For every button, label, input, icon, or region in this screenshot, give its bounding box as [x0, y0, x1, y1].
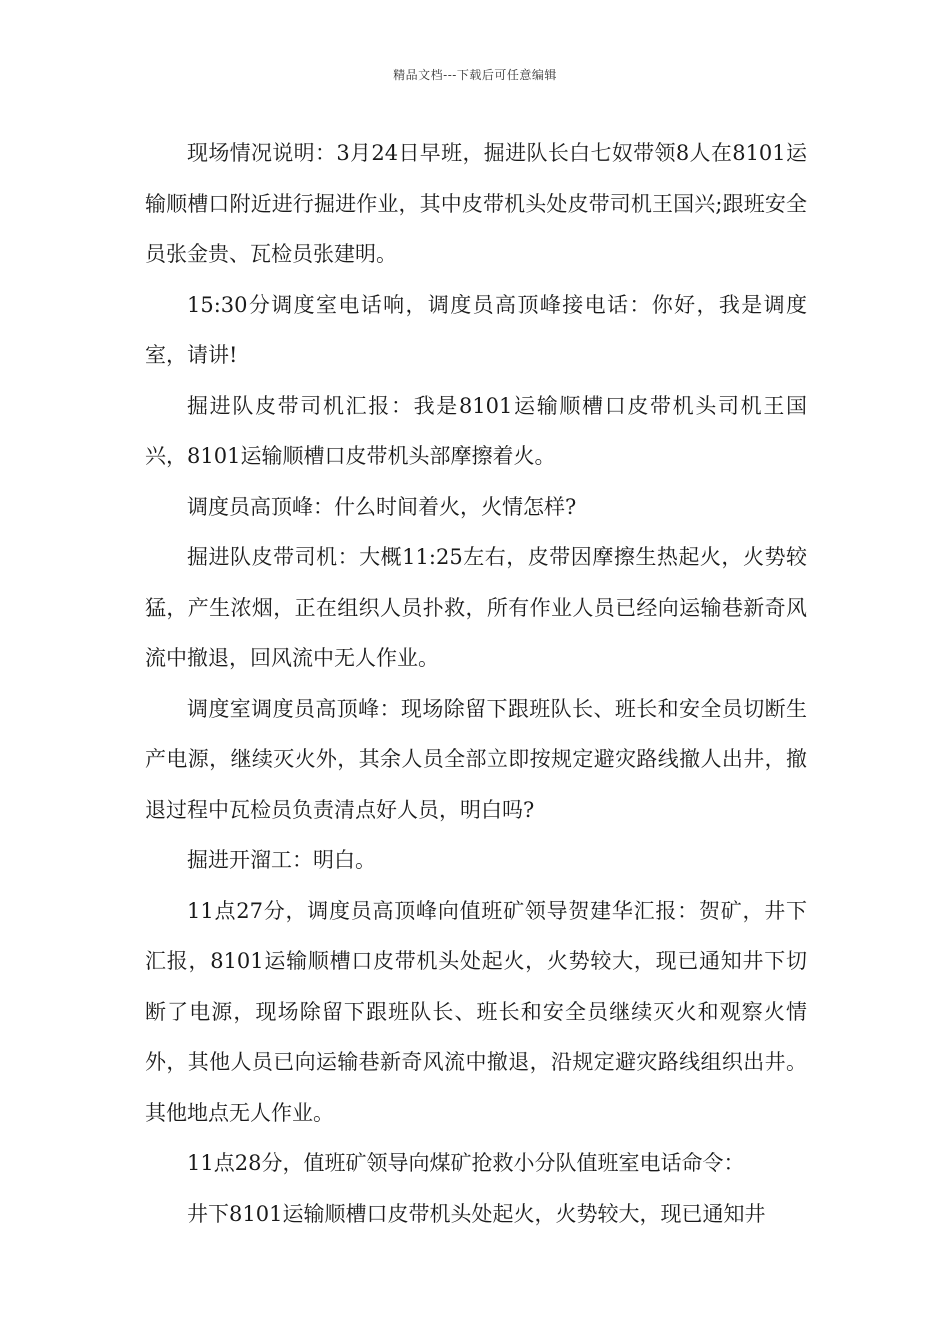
- paragraph-command-content: 井下8101运输顺槽口皮带机头处起火，火势较大，现已通知井: [187, 1201, 766, 1226]
- paragraph-dispatcher-question: 调度员高顶峰：什么时间着火，火情怎样?: [187, 494, 577, 519]
- paragraph-belt-driver-report: 掘进队皮带司机汇报：我是8101运输顺槽口皮带机头司机王国兴，8101运输顺槽口皮带机头部摩擦着火。: [145, 393, 807, 468]
- page-header: 精品文档---下载后可任意编辑: [393, 68, 557, 82]
- paragraph-belt-driver-reply: 掘进队皮带司机：大概11:25左右，皮带因摩擦生热起火，火势较猛，产生浓烟，正在组织人员扑救，所有作业人员已经向运输巷新奇风流中撤退，回风流中无人作业。: [145, 545, 807, 670]
- paragraph-call-received: 15:30分调度室电话响，调度员高顶峰接电话：你好，我是调度室，请讲!: [145, 292, 807, 367]
- paragraph-report-to-leader: 11点27分，调度员高顶峰向值班矿领导贺建华汇报：贺矿，井下汇报，8101运输顺槽口皮带机头处起火，火势较大，现已通知井下切断了电源，现场除留下跟班队长、班长和安全员继续灭火和观察火情外，其他人员已向运输巷新奇风流中撤退，沿规定避灾路线组织出井。其他地点无人作业。: [145, 898, 807, 1125]
- document-body: [145, 128, 807, 1239]
- paragraph-leader-command: 11点28分，值班矿领导向煤矿抢救小分队值班室电话命令：: [187, 1151, 745, 1175]
- paragraph-situation: 现场情况说明：3月24日早班，掘进队长白七奴带领8人在8101运输顺槽口附近进行掘进作业，其中皮带机头处皮带司机王国兴;跟班安全员张金贵、瓦检员张建明。: [145, 141, 807, 266]
- paragraph-dispatcher-order: 调度室调度员高顶峰：现场除留下跟班队长、班长和安全员切断生产电源，继续灭火外，其余人员全部立即按规定避灾路线撤人出井，撤退过程中瓦检员负责清点好人员，明白吗?: [145, 696, 807, 822]
- paragraph-acknowledge: 掘进开溜工：明白。: [187, 848, 376, 872]
